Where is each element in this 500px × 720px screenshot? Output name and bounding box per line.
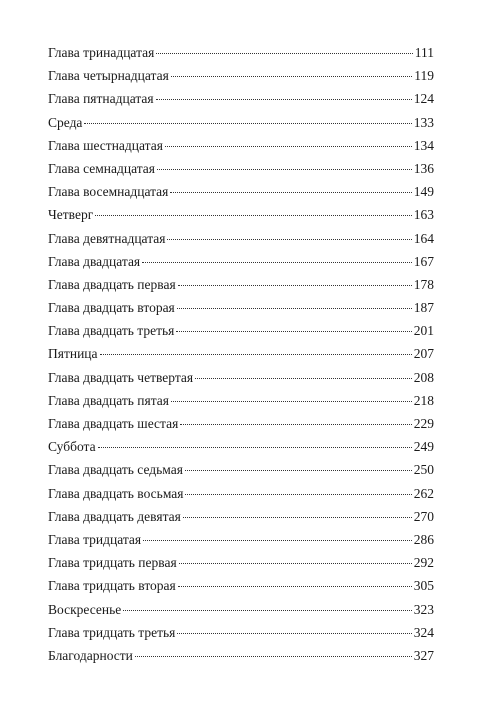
toc-entry-page-number: 323 bbox=[413, 601, 434, 617]
toc-entry-page-number: 249 bbox=[413, 439, 434, 455]
toc-entry-title: Благодарности bbox=[48, 647, 133, 663]
toc-entry bbox=[48, 532, 434, 555]
toc-entry-title: Глава двадцать третья bbox=[48, 323, 175, 339]
toc-entry-title: Глава двадцать седьмая bbox=[48, 462, 183, 478]
toc-dot-leader bbox=[179, 563, 412, 564]
toc-entry-page-number: 250 bbox=[413, 462, 434, 478]
toc-entry bbox=[48, 184, 434, 207]
toc-entry bbox=[48, 509, 434, 532]
toc-entry bbox=[48, 323, 434, 346]
toc-dot-leader bbox=[178, 586, 412, 587]
toc-entry bbox=[48, 161, 434, 184]
toc-entry-page-number: 286 bbox=[413, 531, 434, 547]
toc-entry-page-number: 201 bbox=[413, 323, 434, 339]
toc-entry-title: Глава восемнадцатая bbox=[48, 184, 169, 200]
toc-dot-leader bbox=[171, 401, 412, 402]
toc-entry-title: Глава семнадцатая bbox=[48, 160, 155, 176]
toc-dot-leader bbox=[185, 494, 411, 495]
toc-entry-page-number: 124 bbox=[413, 91, 434, 107]
toc-entry bbox=[48, 555, 434, 578]
toc-entry-page-number: 207 bbox=[413, 346, 434, 362]
toc-entry bbox=[48, 486, 434, 509]
toc-entry-page-number: 292 bbox=[413, 555, 434, 571]
toc-dot-leader bbox=[98, 447, 412, 448]
toc-entry bbox=[48, 68, 434, 91]
toc-entry-title: Глава тридцать третья bbox=[48, 624, 176, 640]
toc-dot-leader bbox=[171, 76, 412, 77]
toc-entry bbox=[48, 115, 434, 138]
toc-entry-title: Среда bbox=[48, 114, 83, 130]
toc-entry-title: Глава пятнадцатая bbox=[48, 91, 154, 107]
toc-entry-title: Глава тридцать первая bbox=[48, 555, 177, 571]
toc-entry bbox=[48, 393, 434, 416]
toc-entry bbox=[48, 602, 434, 625]
toc-dot-leader bbox=[142, 262, 412, 263]
toc-entry-page-number: 327 bbox=[413, 647, 434, 663]
toc-entry-page-number: 119 bbox=[414, 68, 434, 84]
toc-entry-title: Глава тридцать вторая bbox=[48, 578, 176, 594]
toc-entry bbox=[48, 346, 434, 369]
toc-entry-page-number: 133 bbox=[413, 114, 434, 130]
toc-entry-title: Глава четырнадцатая bbox=[48, 68, 169, 84]
toc-entry-title: Пятница bbox=[48, 346, 98, 362]
toc-entry-title: Глава двадцать восьмая bbox=[48, 485, 184, 501]
toc-entry-page-number: 229 bbox=[413, 416, 434, 431]
toc-entry-page-number: 324 bbox=[413, 624, 434, 640]
toc-entry-page-number: 136 bbox=[413, 160, 434, 176]
toc-entry-page-number: 218 bbox=[413, 392, 434, 408]
toc-entry bbox=[48, 578, 434, 601]
toc-entry-title: Суббота bbox=[48, 439, 96, 455]
toc-entry bbox=[48, 300, 434, 323]
toc-dot-leader bbox=[177, 633, 411, 634]
toc-entry bbox=[48, 45, 434, 68]
toc-entry-title: Глава двадцать девятая bbox=[48, 508, 181, 524]
toc-entry bbox=[48, 625, 434, 648]
toc-dot-leader bbox=[177, 308, 412, 309]
toc-dot-leader bbox=[185, 470, 412, 471]
toc-dot-leader bbox=[165, 146, 412, 147]
toc-entry bbox=[48, 370, 434, 393]
toc-entry-title: Глава двадцать пятая bbox=[48, 392, 170, 408]
toc-entry-title: Глава двадцать вторая bbox=[48, 300, 175, 316]
toc-entry-title: Глава двадцать четвертая bbox=[48, 369, 194, 385]
toc-dot-leader bbox=[156, 99, 412, 100]
toc-entry-page-number: 178 bbox=[413, 276, 434, 292]
toc-entry-title: Четверг bbox=[48, 207, 94, 223]
toc-dot-leader bbox=[123, 610, 412, 611]
toc-entry bbox=[48, 439, 434, 462]
toc-entry bbox=[48, 462, 434, 485]
toc-entry-title: Глава тридцатая bbox=[48, 531, 142, 547]
toc-entry bbox=[48, 91, 434, 114]
toc-entry-title: Глава девятнадцатая bbox=[48, 230, 166, 246]
toc-entry bbox=[48, 277, 434, 300]
toc-dot-leader bbox=[180, 424, 411, 425]
toc-entry-page-number: 111 bbox=[414, 45, 434, 60]
toc-entry-page-number: 270 bbox=[413, 508, 434, 524]
toc-dot-leader bbox=[167, 239, 411, 240]
toc-entry-title: Глава двадцатая bbox=[48, 253, 141, 269]
toc-entry-page-number: 167 bbox=[413, 253, 434, 269]
toc-dot-leader bbox=[95, 215, 412, 216]
toc-entry-title: Глава шестнадцатая bbox=[48, 137, 163, 153]
toc-entry-page-number: 134 bbox=[413, 137, 434, 153]
toc-dot-leader bbox=[157, 169, 412, 170]
toc-dot-leader bbox=[178, 285, 412, 286]
toc-entry-page-number: 164 bbox=[413, 230, 434, 246]
toc-entry bbox=[48, 254, 434, 277]
table-of-contents bbox=[48, 45, 434, 671]
toc-entry bbox=[48, 207, 434, 230]
toc-dot-leader bbox=[156, 53, 412, 54]
toc-entry-title: Глава двадцать шестая bbox=[48, 416, 179, 431]
toc-dot-leader bbox=[170, 192, 411, 193]
toc-entry-title: Воскресенье bbox=[48, 601, 122, 617]
toc-entry bbox=[48, 416, 434, 439]
toc-dot-leader bbox=[84, 123, 411, 124]
toc-entry-page-number: 305 bbox=[413, 578, 434, 594]
toc-entry-title: Глава тринадцатая bbox=[48, 45, 155, 60]
toc-entry bbox=[48, 138, 434, 161]
toc-dot-leader bbox=[100, 354, 412, 355]
toc-dot-leader bbox=[143, 540, 412, 541]
toc-dot-leader bbox=[176, 331, 411, 332]
toc-entry-page-number: 187 bbox=[413, 300, 434, 316]
toc-entry-page-number: 208 bbox=[413, 369, 434, 385]
toc-entry-page-number: 163 bbox=[413, 207, 434, 223]
toc-dot-leader bbox=[135, 656, 412, 657]
toc-entry-title: Глава двадцать первая bbox=[48, 276, 176, 292]
toc-entry bbox=[48, 231, 434, 254]
toc-dot-leader bbox=[195, 378, 412, 379]
toc-entry-page-number: 149 bbox=[413, 184, 434, 200]
toc-entry-page-number: 262 bbox=[413, 485, 434, 501]
toc-dot-leader bbox=[183, 517, 412, 518]
toc-entry bbox=[48, 648, 434, 671]
